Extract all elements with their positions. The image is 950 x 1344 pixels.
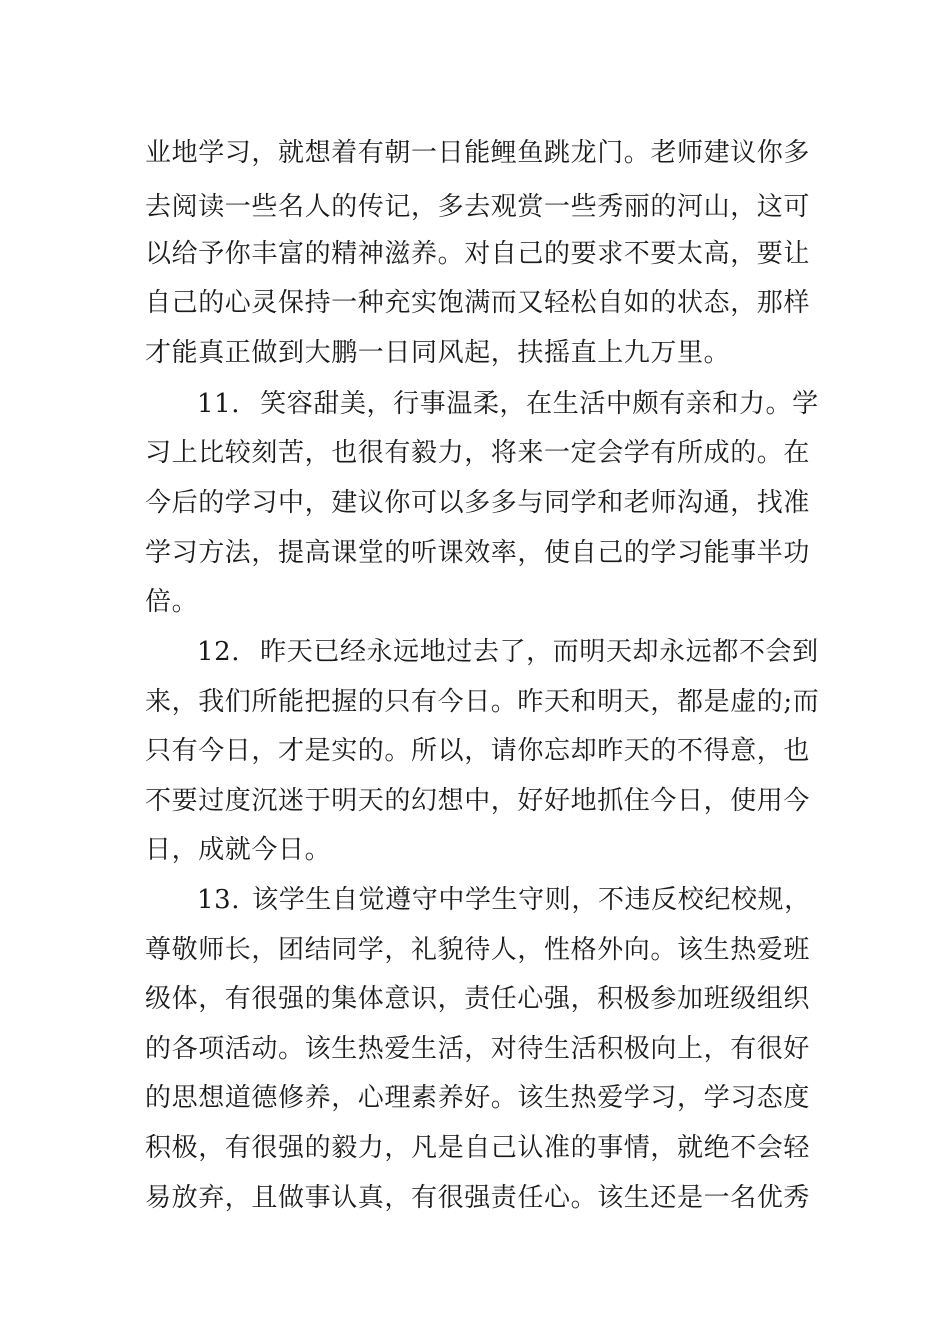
text-line: 自己的心灵保持一种充实饱满而又轻松自如的状态，那样 — [145, 288, 811, 318]
item-number: 12. — [197, 637, 241, 667]
text-line: 学习方法，提高课堂的听课效率，使自己的学习能事半功 — [145, 538, 811, 568]
text-line: 该学生自觉遵守中学生守则，不违反校纪校规， — [252, 885, 811, 915]
text-line: 倍。 — [145, 587, 199, 617]
item-number: 13. — [197, 885, 241, 915]
text-line: 以给予你丰富的精神滋养。对自己的要求不要太高，要让 — [145, 239, 811, 269]
paragraph-13-first-line — [197, 882, 810, 918]
text-line: 昨天已经永远地过去了，而明天却永远都不会到 — [260, 637, 819, 667]
text-line: 今后的学习中，建议你可以多多与同学和老师沟通，找准 — [145, 488, 811, 518]
paragraph-12-first-line — [197, 634, 819, 670]
text-line: 来，我们所能把握的只有今日。昨天和明天，都是虚的;而 — [145, 687, 820, 717]
text-line: 才能真正做到大鹏一日同风起，扶摇直上九万里。 — [145, 338, 731, 368]
text-line: 尊敬师长，团结同学，礼貌待人，性格外向。该生热爱班 — [145, 935, 811, 965]
text-line: 日，成就今日。 — [145, 835, 332, 865]
text-line: 积极，有很强的毅力，凡是自己认准的事情，就绝不会轻 — [145, 1133, 811, 1163]
text-line: 只有今日，才是实的。所以，请你忘却昨天的不得意，也 — [145, 736, 811, 766]
text-line: 级体，有很强的集体意识，责任心强，积极参加班级组织 — [145, 984, 811, 1014]
item-number: 11. — [197, 389, 241, 419]
text-line: 不要过度沉迷于明天的幻想中，好好地抓住今日，使用今 — [145, 786, 811, 816]
text-line: 去阅读一些名人的传记，多去观赏一些秀丽的河山，这可 — [145, 192, 811, 222]
text-line: 易放弃，且做事认真，有很强责任心。该生还是一名优秀 — [145, 1183, 811, 1213]
text-line: 笑容甜美，行事温柔，在生活中颇有亲和力。学 — [260, 389, 819, 419]
text-line: 的各项活动。该生热爱生活，对待生活积极向上，有很好 — [145, 1034, 811, 1064]
text-line: 业地学习，就想着有朝一日能鲤鱼跳龙门。老师建议你多 — [145, 138, 811, 168]
text-line: 的思想道德修养，心理素养好。该生热爱学习，学习态度 — [145, 1083, 811, 1113]
text-line: 习上比较刻苦，也很有毅力，将来一定会学有所成的。在 — [145, 438, 811, 468]
paragraph-11-first-line — [197, 386, 819, 422]
